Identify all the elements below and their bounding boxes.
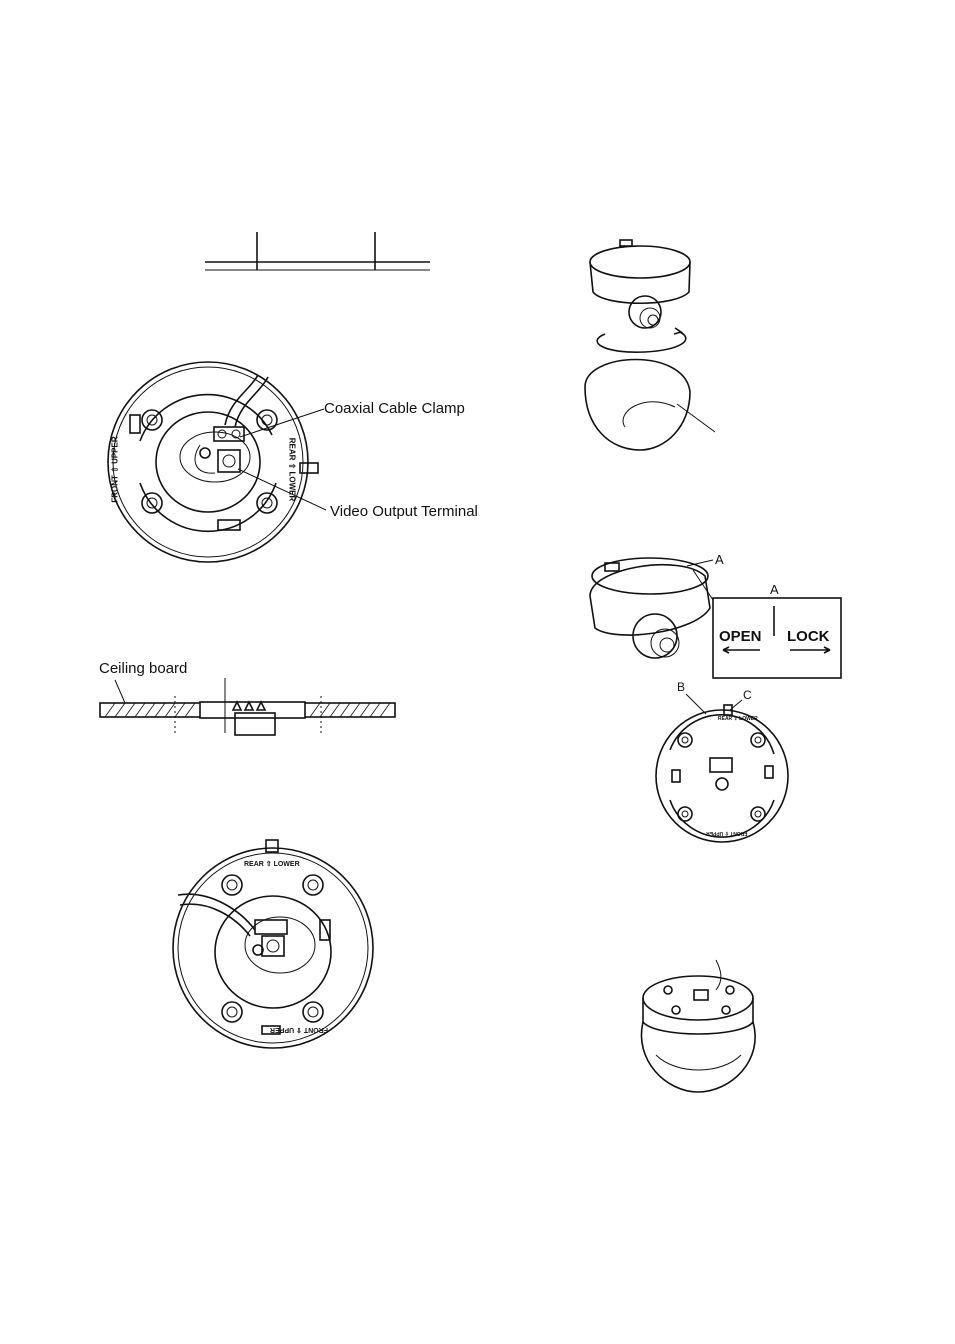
rear-lower-marking: REAR ⇧ LOWER [718,716,758,722]
rear-lower-marking: REAR ⇧ LOWER [244,861,300,868]
figure-installed-camera [636,960,766,1100]
front-upper-marking: FRONT ⇧ UPPER [270,1026,328,1033]
figure-mounting-base-cable [100,365,485,570]
leader-lines [100,365,340,525]
rear-lower-marking: REAR ⇧ LOWER [287,437,297,502]
coaxial-cable-clamp-label: Coaxial Cable Clamp [324,400,465,417]
ceiling-section-drawing [95,658,400,738]
video-output-terminal-label: Video Output Terminal [330,503,478,520]
figure-base-bottom-view [170,840,380,1050]
figure-base-plate [650,680,840,850]
dome-cover-drawing [585,232,725,457]
callout-b-label: B [677,680,686,694]
figure-ceiling-section [95,658,400,738]
table-stub [200,230,435,275]
base-plate-drawing [650,680,840,850]
open-label: OPEN [719,628,762,645]
screw-hole-icon [222,875,323,1022]
figure-dome-cover-removal [585,232,725,457]
figure-open-lock [585,548,845,683]
inset-a-label: A [770,582,779,597]
callout-c-label: C [743,688,752,702]
callout-a-label: A [715,552,724,567]
front-upper-marking: FRONT ⇧ UPPER [706,830,748,836]
camera-housing-drawing [585,548,845,683]
front-upper-marking: FRONT ⇧ UPPER [110,436,120,503]
lock-label: LOCK [787,628,830,645]
installed-camera-drawing [636,960,766,1100]
ceiling-board-label: Ceiling board [99,660,188,677]
base-bottom-drawing [170,840,380,1050]
